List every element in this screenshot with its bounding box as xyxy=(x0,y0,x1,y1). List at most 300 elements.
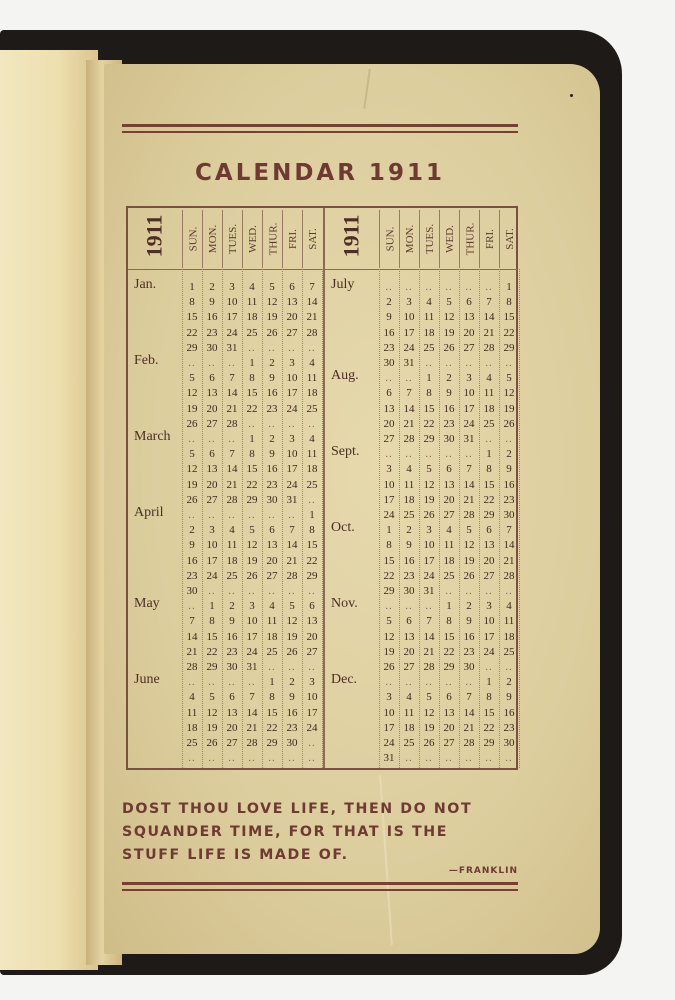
column-line xyxy=(519,269,520,768)
date-cell: 9 xyxy=(209,296,215,309)
date-cell: 14 xyxy=(306,296,318,309)
date-cell: 29 xyxy=(246,493,258,506)
left-page xyxy=(0,50,98,970)
date-cell: 6 xyxy=(406,615,412,628)
date-cell: 11 xyxy=(226,539,238,552)
date-cell: 15 xyxy=(186,311,198,324)
date-cell: 15 xyxy=(483,478,495,491)
date-cell: 6 xyxy=(309,600,315,613)
date-cell: .. xyxy=(188,357,196,369)
date-cell: 25 xyxy=(403,509,415,521)
day-header xyxy=(419,210,440,268)
date-cell: .. xyxy=(465,448,473,461)
date-cell: 25 xyxy=(266,645,278,658)
date-cell: 23 xyxy=(186,569,198,582)
date-cell: 19 xyxy=(423,721,435,734)
date-cell: .. xyxy=(308,752,316,765)
page-title: CALENDAR 1911 xyxy=(195,160,445,186)
date-cell: 1 xyxy=(249,433,255,445)
date-cell: .. xyxy=(228,357,236,369)
day-header xyxy=(499,210,520,268)
date-cell: 6 xyxy=(209,372,215,385)
cover-mark xyxy=(570,94,573,97)
date-cell: 12 xyxy=(286,615,298,628)
date-cell: 8 xyxy=(309,524,315,537)
date-cell: 1 xyxy=(309,509,315,521)
date-cell: 23 xyxy=(266,402,278,415)
date-cell: 31 xyxy=(246,661,258,673)
date-cell: 6 xyxy=(446,463,452,476)
date-cell: 24 xyxy=(226,326,238,339)
date-cell: .. xyxy=(445,676,453,689)
date-cell: 4 xyxy=(426,296,432,309)
date-cell: 4 xyxy=(229,524,235,537)
date-cell: 29 xyxy=(503,341,515,354)
date-cell: 5 xyxy=(426,691,432,704)
date-cell: 10 xyxy=(463,387,475,400)
date-cell: 14 xyxy=(483,311,495,324)
date-cell: 24 xyxy=(383,509,395,521)
date-cell: .. xyxy=(405,752,413,765)
date-cell: 12 xyxy=(423,706,435,719)
date-cell: 4 xyxy=(406,463,412,476)
date-cell: 15 xyxy=(206,630,218,643)
date-cell: 24 xyxy=(286,402,298,415)
date-cell: 9 xyxy=(189,539,195,552)
date-cell: 23 xyxy=(503,493,515,506)
date-cell: 11 xyxy=(483,387,495,400)
date-cell: 24 xyxy=(306,721,318,734)
date-cell: 24 xyxy=(403,341,415,354)
date-cell: 23 xyxy=(286,721,298,734)
date-cell: 10 xyxy=(383,478,395,491)
day-header xyxy=(242,210,263,268)
date-cell: 21 xyxy=(403,417,415,430)
date-cell: 19 xyxy=(503,402,515,415)
date-cell: 30 xyxy=(503,509,515,521)
date-cell: 11 xyxy=(306,448,318,461)
date-cell: 18 xyxy=(266,630,278,643)
date-cell: 27 xyxy=(226,737,238,749)
date-cell: .. xyxy=(228,585,236,597)
date-cell: 15 xyxy=(246,387,258,400)
date-cell: 16 xyxy=(186,554,198,567)
date-cell: 4 xyxy=(446,524,452,537)
date-cell: 18 xyxy=(186,721,198,734)
date-cell: 14 xyxy=(226,463,238,476)
day-header xyxy=(399,210,420,268)
date-cell: 5 xyxy=(209,691,215,704)
date-cell: 20 xyxy=(483,554,495,567)
date-cell: 8 xyxy=(426,387,432,400)
date-cell: 29 xyxy=(483,509,495,521)
date-cell: 8 xyxy=(386,539,392,552)
date-cell: 26 xyxy=(186,493,198,506)
date-cell: 27 xyxy=(206,417,218,430)
date-cell: 15 xyxy=(423,402,435,415)
date-cell: 21 xyxy=(306,311,318,324)
date-cell: .. xyxy=(208,676,216,689)
date-cell: 15 xyxy=(306,539,318,552)
date-cell: .. xyxy=(188,509,196,521)
date-cell: 30 xyxy=(226,661,238,673)
date-cell: .. xyxy=(485,585,493,597)
date-cell: .. xyxy=(308,585,316,597)
date-cell: 8 xyxy=(269,691,275,704)
date-cell: 31 xyxy=(383,752,395,765)
date-cell: .. xyxy=(288,661,296,673)
date-cell: 16 xyxy=(503,478,515,491)
date-cell: 13 xyxy=(266,539,278,552)
date-cell: 8 xyxy=(189,296,195,309)
date-cell: 7 xyxy=(506,524,512,537)
date-cell: 5 xyxy=(249,524,255,537)
date-cell: .. xyxy=(208,433,216,445)
date-cell: 19 xyxy=(383,645,395,658)
date-cell: 3 xyxy=(209,524,215,537)
day-header xyxy=(302,210,323,268)
date-cell: 30 xyxy=(266,493,278,506)
date-cell: .. xyxy=(288,417,296,430)
date-cell: 4 xyxy=(309,433,315,445)
month-name: Nov. xyxy=(331,596,358,612)
date-cell: 24 xyxy=(383,737,395,749)
date-cell: 16 xyxy=(403,554,415,567)
date-cell: 16 xyxy=(266,387,278,400)
date-cell: 20 xyxy=(306,630,318,643)
date-cell: 20 xyxy=(206,478,218,491)
day-header-text: THUR. xyxy=(267,222,280,256)
date-cell: .. xyxy=(268,752,276,765)
date-cell: 6 xyxy=(229,691,235,704)
date-cell: 16 xyxy=(503,706,515,719)
date-cell: 28 xyxy=(423,661,435,673)
quote-line: STUFF LIFE IS MADE OF. xyxy=(122,847,349,863)
year-label xyxy=(325,210,377,262)
date-cell: 13 xyxy=(443,478,455,491)
date-cell: 21 xyxy=(423,645,435,658)
date-cell: 21 xyxy=(226,402,238,415)
date-cell: 28 xyxy=(463,737,475,749)
date-cell: 3 xyxy=(229,281,235,293)
date-cell: 1 xyxy=(446,600,452,613)
date-cell: .. xyxy=(188,433,196,445)
date-cell: .. xyxy=(208,752,216,765)
date-cell: 13 xyxy=(286,296,298,309)
month-name: July xyxy=(331,277,355,292)
date-cell: 15 xyxy=(246,463,258,476)
date-cell: 30 xyxy=(443,433,455,445)
date-cell: 17 xyxy=(226,311,238,324)
date-cell: 6 xyxy=(289,281,295,293)
date-cell: 14 xyxy=(286,539,298,552)
date-cell: 29 xyxy=(383,585,395,597)
date-cell: 28 xyxy=(246,737,258,749)
date-cell: 25 xyxy=(423,341,435,354)
date-cell: 17 xyxy=(483,630,495,643)
date-cell: 5 xyxy=(189,372,195,385)
date-cell: 25 xyxy=(246,326,258,339)
date-cell: 2 xyxy=(229,600,235,613)
date-cell: 19 xyxy=(423,493,435,506)
date-cell: 17 xyxy=(463,402,475,415)
date-cell: 7 xyxy=(249,691,255,704)
date-cell: .. xyxy=(228,509,236,521)
date-cell: 18 xyxy=(306,463,318,476)
date-cell: 17 xyxy=(286,463,298,476)
date-cell: .. xyxy=(445,281,453,293)
date-cell: 23 xyxy=(463,645,475,658)
date-cell: 22 xyxy=(266,721,278,734)
date-cell: 21 xyxy=(463,721,475,734)
date-cell: 31 xyxy=(226,341,238,354)
date-cell: 28 xyxy=(503,569,515,582)
day-header xyxy=(439,210,460,268)
date-cell: 23 xyxy=(226,645,238,658)
date-cell: 21 xyxy=(226,478,238,491)
date-cell: 10 xyxy=(403,311,415,324)
month-name: Sept. xyxy=(331,444,360,460)
date-cell: .. xyxy=(385,600,393,613)
date-cell: 5 xyxy=(386,615,392,628)
date-cell: 12 xyxy=(186,387,198,400)
date-cell: 3 xyxy=(486,600,492,613)
date-cell: 6 xyxy=(386,387,392,400)
date-cell: .. xyxy=(505,585,513,597)
date-cell: 26 xyxy=(423,509,435,521)
date-cell: .. xyxy=(268,417,276,430)
date-cell: 18 xyxy=(226,554,238,567)
date-cell: 2 xyxy=(406,524,412,537)
day-header-text: SUN. xyxy=(187,226,200,252)
date-cell: 2 xyxy=(506,448,512,461)
date-cell: 8 xyxy=(506,296,512,309)
date-cell: .. xyxy=(485,752,493,765)
date-cell: 19 xyxy=(286,630,298,643)
date-cell: 29 xyxy=(423,433,435,445)
date-cell: .. xyxy=(425,600,433,613)
date-cell: .. xyxy=(288,752,296,765)
date-cell: 24 xyxy=(423,569,435,582)
date-cell: 5 xyxy=(189,448,195,461)
date-cell: 5 xyxy=(446,296,452,309)
date-cell: 1 xyxy=(386,524,392,537)
date-cell: 4 xyxy=(269,600,275,613)
date-cell: 5 xyxy=(426,463,432,476)
date-cell: 11 xyxy=(246,296,258,309)
date-cell: 22 xyxy=(206,645,218,658)
date-cell: 10 xyxy=(286,372,298,385)
date-cell: .. xyxy=(445,357,453,369)
date-cell: 13 xyxy=(483,539,495,552)
day-header xyxy=(202,210,223,268)
date-cell: 29 xyxy=(443,661,455,673)
date-cell: 7 xyxy=(466,691,472,704)
date-cell: .. xyxy=(268,341,276,354)
date-cell: 28 xyxy=(483,341,495,354)
header-rule xyxy=(128,269,322,270)
date-cell: 13 xyxy=(206,387,218,400)
date-cell: 2 xyxy=(506,676,512,689)
date-cell: 18 xyxy=(423,326,435,339)
date-cell: 21 xyxy=(246,721,258,734)
date-cell: 20 xyxy=(443,721,455,734)
date-cell: 12 xyxy=(423,478,435,491)
date-cell: 6 xyxy=(269,524,275,537)
date-cell: 13 xyxy=(443,706,455,719)
date-cell: 19 xyxy=(186,478,198,491)
date-cell: .. xyxy=(208,509,216,521)
date-cell: 24 xyxy=(483,645,495,658)
date-cell: .. xyxy=(405,676,413,689)
date-cell: 19 xyxy=(443,326,455,339)
date-cell: 3 xyxy=(386,691,392,704)
date-cell: 10 xyxy=(246,615,258,628)
year-label xyxy=(128,210,180,262)
day-header xyxy=(459,210,480,268)
date-cell: 13 xyxy=(463,311,475,324)
date-cell: 3 xyxy=(386,463,392,476)
date-cell: .. xyxy=(425,752,433,765)
date-cell: 21 xyxy=(483,326,495,339)
date-cell: 20 xyxy=(403,645,415,658)
date-cell: 1 xyxy=(209,600,215,613)
date-cell: 9 xyxy=(406,539,412,552)
date-cell: 17 xyxy=(423,554,435,567)
calendar-table xyxy=(126,206,518,770)
date-cell: 9 xyxy=(466,615,472,628)
date-cell: 24 xyxy=(463,417,475,430)
date-cell: 8 xyxy=(486,463,492,476)
date-cell: 18 xyxy=(403,721,415,734)
date-cell: 28 xyxy=(226,417,238,430)
date-cell: 3 xyxy=(406,296,412,309)
month-name: Aug. xyxy=(331,368,359,384)
date-cell: 15 xyxy=(266,706,278,719)
date-cell: 11 xyxy=(266,615,278,628)
date-cell: 12 xyxy=(266,296,278,309)
date-cell: 25 xyxy=(186,737,198,749)
date-cell: 10 xyxy=(383,706,395,719)
day-header-text: WED. xyxy=(444,225,457,253)
day-header-text: WED. xyxy=(247,225,260,253)
date-cell: 30 xyxy=(463,661,475,673)
date-cell: 11 xyxy=(503,615,515,628)
month-name: April xyxy=(134,505,164,520)
date-cell: 29 xyxy=(266,737,278,749)
date-cell: 14 xyxy=(463,478,475,491)
date-cell: 1 xyxy=(189,281,195,293)
date-cell: 7 xyxy=(406,387,412,400)
top-rule xyxy=(122,124,518,133)
date-cell: .. xyxy=(505,752,513,765)
date-cell: 7 xyxy=(229,448,235,461)
date-cell: 8 xyxy=(486,691,492,704)
date-cell: 28 xyxy=(186,661,198,673)
date-cell: 17 xyxy=(286,387,298,400)
date-cell: 10 xyxy=(306,691,318,704)
date-cell: .. xyxy=(228,433,236,445)
date-cell: 28 xyxy=(286,569,298,582)
date-cell: 2 xyxy=(446,372,452,385)
date-cell: .. xyxy=(505,433,513,445)
date-cell: 21 xyxy=(503,554,515,567)
date-cell: 29 xyxy=(206,661,218,673)
date-cell: 13 xyxy=(383,402,395,415)
date-cell: 24 xyxy=(246,645,258,658)
date-cell: 19 xyxy=(186,402,198,415)
header-rule xyxy=(325,269,517,270)
date-cell: 22 xyxy=(246,402,258,415)
date-cell: .. xyxy=(405,600,413,613)
date-cell: .. xyxy=(208,585,216,597)
day-header-text: SAT. xyxy=(504,228,516,250)
date-cell: 3 xyxy=(426,524,432,537)
date-cell: .. xyxy=(505,357,513,369)
date-cell: .. xyxy=(288,509,296,521)
date-cell: 26 xyxy=(246,569,258,582)
date-cell: .. xyxy=(188,752,196,765)
date-cell: 30 xyxy=(206,341,218,354)
date-cell: 26 xyxy=(383,661,395,673)
date-cell: 12 xyxy=(503,387,515,400)
date-cell: 13 xyxy=(226,706,238,719)
date-cell: 26 xyxy=(206,737,218,749)
date-cell: 2 xyxy=(386,296,392,309)
date-cell: 23 xyxy=(206,326,218,339)
date-cell: 9 xyxy=(269,448,275,461)
date-cell: 2 xyxy=(209,281,215,293)
date-cell: 14 xyxy=(463,706,475,719)
date-cell: 11 xyxy=(403,478,415,491)
date-cell: 16 xyxy=(383,326,395,339)
date-cell: .. xyxy=(465,585,473,597)
date-cell: 26 xyxy=(443,341,455,354)
date-cell: 5 xyxy=(269,281,275,293)
date-cell: 16 xyxy=(266,463,278,476)
day-header xyxy=(282,210,303,268)
date-cell: 17 xyxy=(246,630,258,643)
date-cell: 14 xyxy=(226,387,238,400)
day-header xyxy=(379,210,400,268)
date-cell: 17 xyxy=(306,706,318,719)
date-cell: .. xyxy=(485,357,493,369)
date-cell: 14 xyxy=(246,706,258,719)
date-cell: 30 xyxy=(503,737,515,749)
date-cell: .. xyxy=(385,281,393,293)
month-name: June xyxy=(134,672,160,688)
date-cell: 5 xyxy=(506,372,512,385)
date-cell: 20 xyxy=(463,326,475,339)
date-cell: 22 xyxy=(383,569,395,582)
date-cell: 4 xyxy=(506,600,512,613)
date-cell: 17 xyxy=(383,721,395,734)
date-cell: 14 xyxy=(423,630,435,643)
date-cell: 27 xyxy=(206,493,218,506)
date-cell: 30 xyxy=(403,585,415,597)
date-cell: .. xyxy=(405,281,413,293)
day-header-text: SUN. xyxy=(384,226,397,252)
date-cell: 11 xyxy=(423,311,435,324)
date-cell: .. xyxy=(425,676,433,689)
date-cell: 22 xyxy=(503,326,515,339)
date-cell: 11 xyxy=(306,372,318,385)
date-cell: .. xyxy=(445,448,453,461)
date-cell: .. xyxy=(385,372,393,385)
date-cell: 27 xyxy=(266,569,278,582)
date-cell: 29 xyxy=(306,569,318,582)
date-cell: 7 xyxy=(426,615,432,628)
